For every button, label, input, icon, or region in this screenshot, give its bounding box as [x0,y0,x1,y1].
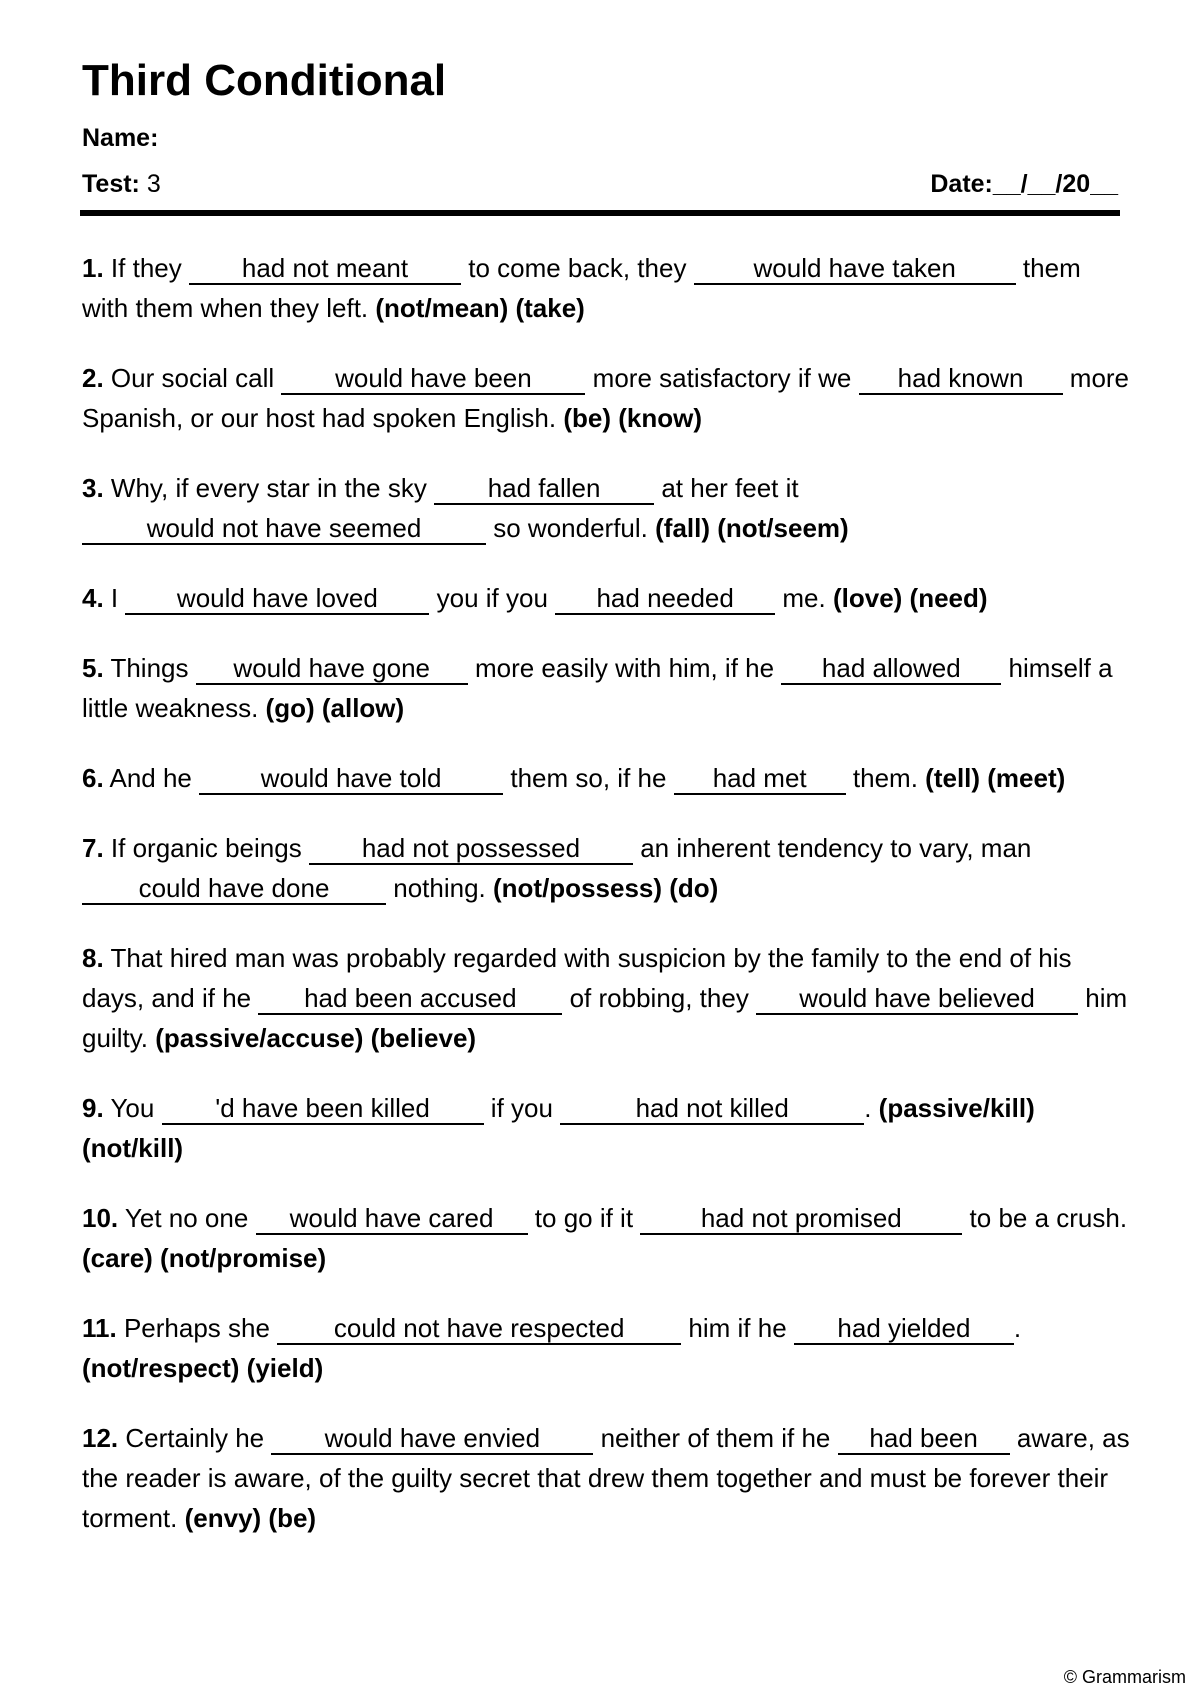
question-number: 8. [82,943,104,973]
verb-hint: (go) (allow) [265,693,405,723]
answer-blank: could not have respected [277,1313,681,1345]
page-title: Third Conditional [82,56,447,105]
question-12 [82,1418,1132,1538]
question-text: neither of them if he [600,1423,831,1453]
question-1 [82,248,1132,328]
answer-blank: had been accused [258,983,562,1015]
question-text: me. [782,583,826,613]
answer-blank: would have gone [196,653,468,685]
question-text: of robbing, they [569,983,749,1013]
verb-hint: (envy) (be) [184,1503,317,1533]
question-number: 7. [82,833,104,863]
question-text: you if you [436,583,548,613]
answer-blank: had yielded [794,1313,1014,1345]
question-text: . [1013,1313,1022,1343]
date-value: __/__/20__ [992,170,1118,198]
answer-blank: could have done [82,873,386,905]
answer-blank: had been [838,1423,1010,1455]
verb-hint: (not/mean) (take) [375,293,585,323]
name-label: Name: [82,124,159,152]
question-text: to go if it [534,1203,634,1233]
question-text: . [864,1093,872,1123]
date-line [930,170,1118,199]
question-text: You [110,1093,155,1123]
question-text: aware, as the reader is aware, of the guilty secret that drew them together and must be forever their torment. [82,1423,1130,1533]
question-text: if you [490,1093,553,1123]
question-text: him guilty. [82,983,1128,1053]
question-text: more easily with him, if he [474,653,775,683]
question-text: Why, if every star in the sky [110,473,427,503]
question-number: 3. [82,473,104,503]
question-text: Perhaps she [123,1313,270,1343]
question-text: an inherent tendency to vary, man [640,833,1032,863]
question-text: If organic beings [110,833,302,863]
question-number: 12. [82,1423,119,1453]
question-text: more Spanish, or our host had spoken English. [82,363,1130,433]
question-text: Our social call [110,363,275,393]
question-8 [82,938,1132,1058]
question-number: 2. [82,363,104,393]
question-number: 9. [82,1093,104,1123]
question-number: 6. [82,763,104,793]
question-4 [82,578,1132,618]
answer-blank: 'd have been killed [162,1093,484,1125]
answer-blank: would have told [199,763,503,795]
question-5 [82,648,1132,728]
question-number: 4. [82,583,104,613]
answer-blank: had not possessed [309,833,633,865]
question-text: to be a crush. [969,1203,1128,1233]
question-text: them. [852,763,918,793]
verb-hint: (passive/accuse) (believe) [155,1023,477,1053]
answer-blank: had not promised [640,1203,962,1235]
answer-blank: had met [674,763,846,795]
question-text: more satisfactory if we [592,363,852,393]
question-text: at her feet it [661,473,799,503]
answer-blank: had allowed [781,653,1001,685]
question-2 [82,358,1132,438]
question-text: nothing. [393,873,486,903]
answer-blank: had not meant [189,253,461,285]
header-divider [80,210,1120,216]
verb-hint: (fall) (not/seem) [655,513,849,543]
question-7 [82,828,1132,908]
question-number: 10. [82,1203,119,1233]
question-text: I [110,583,119,613]
answer-blank: would not have seemed [82,513,486,545]
answer-blank: had fallen [434,473,654,505]
answer-blank: would have taken [694,253,1016,285]
answer-blank: had known [859,363,1063,395]
question-9 [82,1088,1132,1168]
question-number: 5. [82,653,104,683]
question-text: them with them when they left. [82,253,1081,323]
question-list [82,248,1132,1568]
answer-blank: would have been [281,363,585,395]
question-text: so wonderful. [493,513,648,543]
copyright-notice: © Grammarism [1063,1667,1186,1687]
answer-blank: had not killed [560,1093,864,1125]
test-value: 3 [146,170,161,198]
verb-hint: (tell) (meet) [925,763,1066,793]
verb-hint: (passive/kill) (not/kill) [82,1093,1035,1163]
question-number: 1. [82,253,104,283]
question-text: That hired man was probably regarded with suspicion by the family to the end of his days, and if he [82,943,1072,1013]
question-text: Yet no one [124,1203,249,1233]
answer-blank: had needed [555,583,775,615]
question-text: Certainly he [125,1423,265,1453]
date-label: Date: [930,170,993,198]
question-3 [82,468,1132,548]
question-6 [82,758,1132,798]
test-line [82,170,161,199]
question-text: If they [110,253,182,283]
question-text: And he [109,763,192,793]
answer-blank: would have believed [756,983,1078,1015]
answer-blank: would have envied [271,1423,593,1455]
answer-blank: would have loved [125,583,429,615]
question-text: himself a little weakness. [82,653,1113,723]
question-text: him if he [688,1313,787,1343]
verb-hint: (not/possess) (do) [493,873,719,903]
verb-hint: (be) (know) [563,403,702,433]
verb-hint: (love) (need) [832,583,988,613]
question-11 [82,1308,1132,1388]
question-10 [82,1198,1132,1278]
question-text: them so, if he [510,763,667,793]
question-text: to come back, they [468,253,687,283]
question-text: Things [110,653,189,683]
verb-hint: (not/respect) (yield) [82,1353,324,1383]
test-label: Test: [82,170,140,198]
answer-blank: would have cared [256,1203,528,1235]
question-number: 11. [82,1313,117,1343]
verb-hint: (care) (not/promise) [82,1243,327,1273]
